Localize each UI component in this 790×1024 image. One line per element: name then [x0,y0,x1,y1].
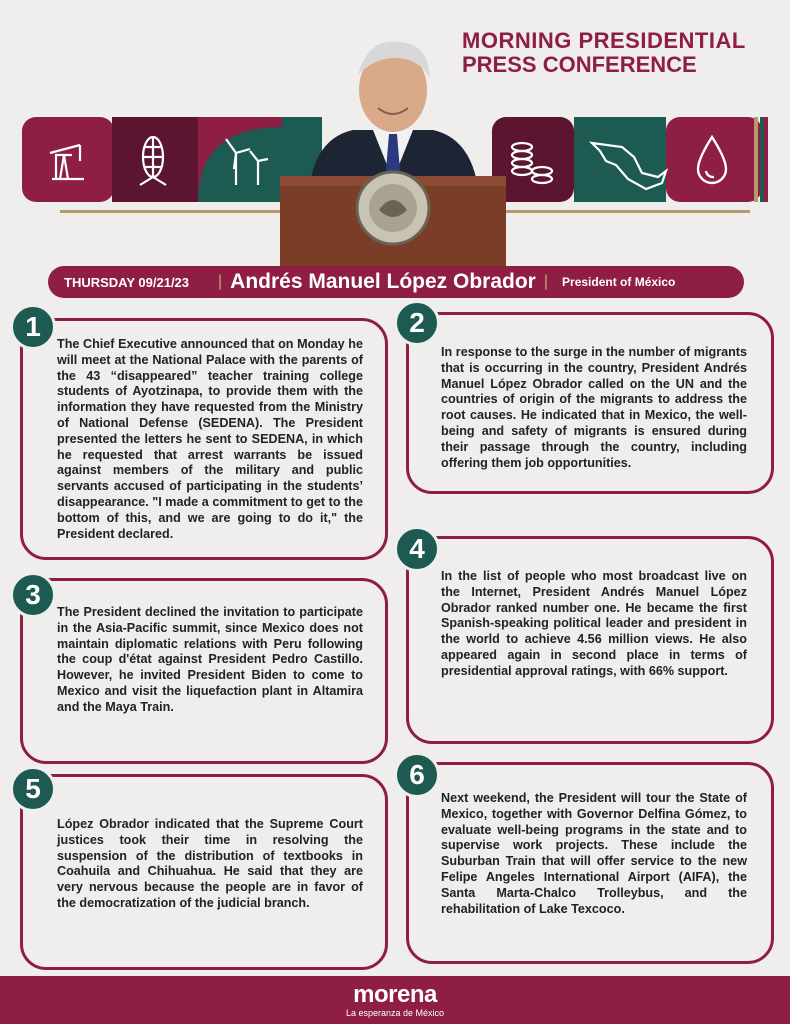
separator-right: | [543,273,549,290]
news-card-text: In response to the surge in the number of migrants that is occurring in the country, President Andrés Manuel López Obrador called on the UN and the countries of origin of the migrants to address the root causes. He indicated that in Mexico, the well-being and safety of migrants is ensured during their passage through the country, including offering them job opportunities. [441,345,747,470]
card-number-badge: 6 [394,752,440,798]
news-card-3 [20,578,388,764]
name-bar [48,266,744,298]
president-name: Andrés Manuel López Obrador [230,270,536,293]
news-card-text: The Chief Executive announced that on Monday he will meet at the National Palace with the parents of the 43 “disappeared” teacher training college students of Ayotzinapa, to provide them with the information they have requested from the Ministry of National Defense (SEDENA). The President presented the letters he sent to SEDENA, in which he requested that arrest warrants be issued against members of the military and public servants accused of participating in the students’ disappearance. "I made a commitment to get to the bottom of this, and we are going to do it," the President declared. [57,337,363,541]
morena-logo: morena [353,981,437,1008]
footer-bar [0,976,790,1024]
speaker-photo [278,30,508,266]
card-number-badge: 2 [394,300,440,346]
news-card-4 [406,536,774,744]
national-seal-icon [357,172,429,244]
title-line1: MORNING PRESIDENTIAL [462,28,746,53]
card-number-badge: 5 [10,766,56,812]
news-card-text: The President declined the invitation to participate in the Asia-Pacific summit, since Mexico does not maintain diplomatic relations with Peru following the coup d'état against President Pedro Castillo. However, he invited President Biden to come to Mexico and visit the liquefaction plant in Altamira and the Maya Train. [57,605,363,714]
news-card-text: In the list of people who most broadcast live on the Internet, President Andrés Manuel López Obrador ranked number one. He became the first Spanish-speaking political leader and president in the world to achieve 4.56 million views. He also appeared again in second place in terms of presidential approval ratings, with 66% support. [441,569,747,678]
news-card-5 [20,774,388,970]
president-role: President of México [562,275,676,289]
card-number-badge: 1 [10,304,56,350]
news-card-text: López Obrador indicated that the Supreme Court justices took their time in resolving the suspension of the distribution of textbooks in Coahuila and Chihuahua. He said that they are very nervous because the people are in favor of the democratization of the judicial branch. [57,817,363,910]
card-number-badge: 3 [10,572,56,618]
title-line2: PRESS CONFERENCE [462,52,697,77]
morena-tagline: La esperanza de México [345,1008,445,1018]
news-card-text: Next weekend, the President will tour the State of Mexico, together with Governor Delfina Gómez, to evaluate well-being programs in the state and to supervise work projects. These include the Suburban Train that will offer service to the new Felipe Angeles International Airport (AIFA), the Santa Marta-Chalco Trolleybus, and the rehabilitation of Lake Texcoco. [441,791,747,916]
card-number-badge: 4 [394,526,440,572]
news-card-6 [406,762,774,964]
news-card-1 [20,318,388,560]
date-label: THURSDAY 09/21/23 [64,274,190,290]
separator-left: | [218,273,223,290]
news-card-2 [406,312,774,494]
